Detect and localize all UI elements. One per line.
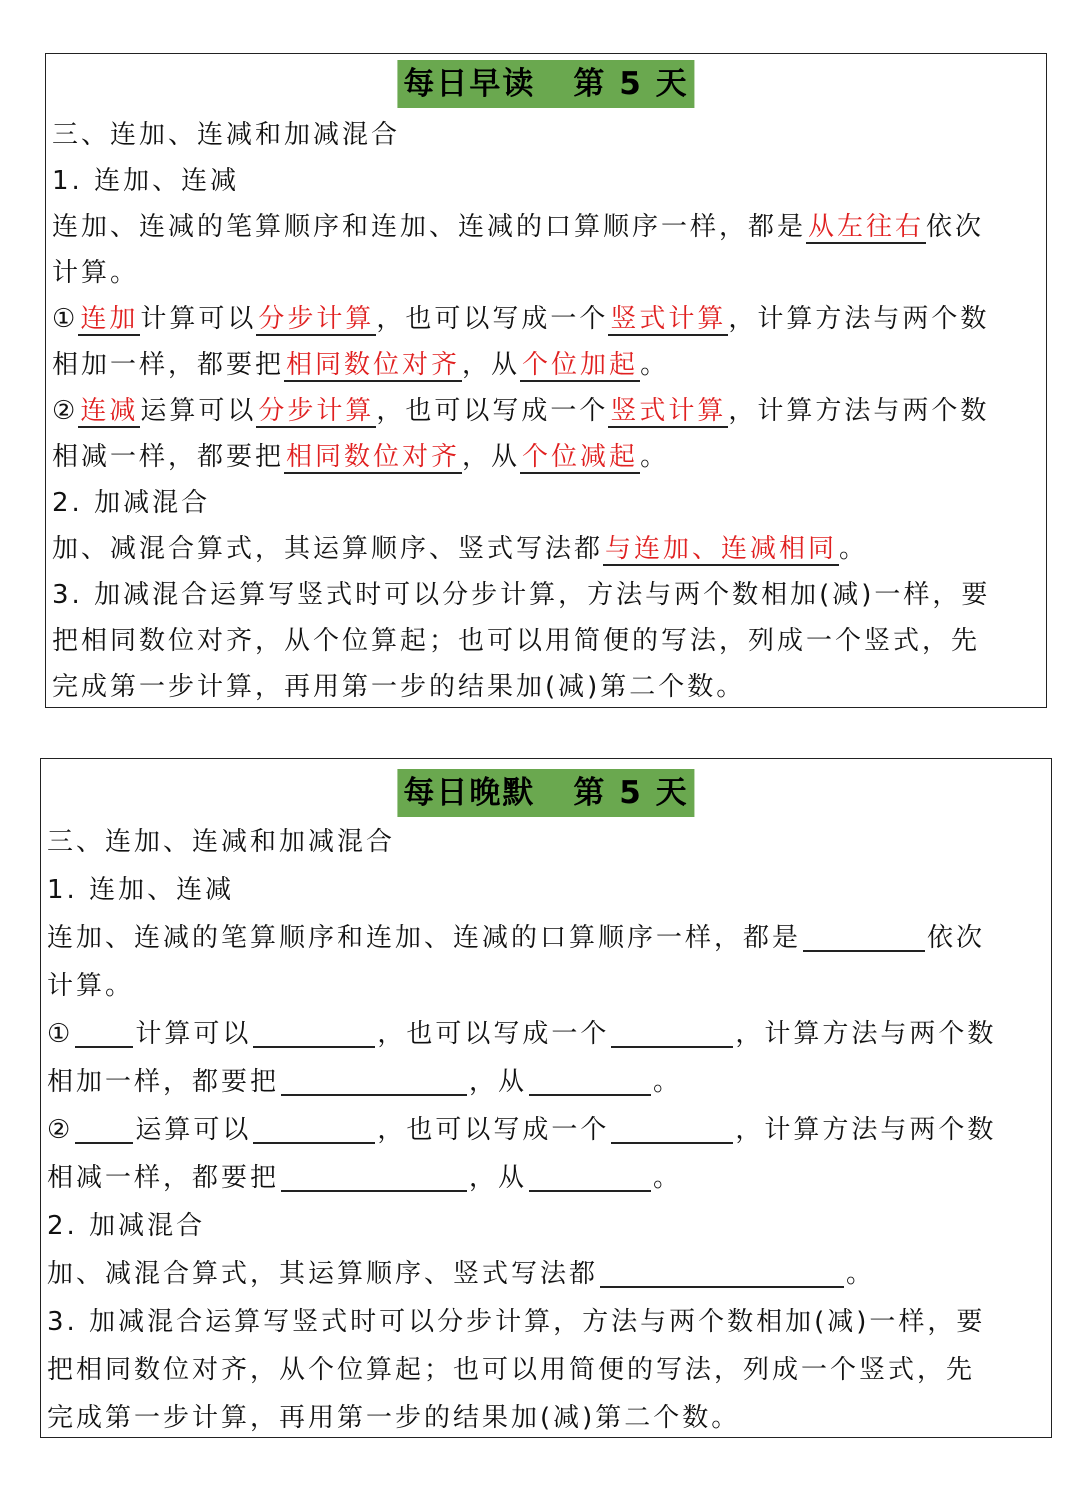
morning-paragraph-3-line1: 3. 加减混合运算写竖式时可以分步计算，方法与两个数相加(减)一样，要	[52, 580, 991, 610]
fill-blank[interactable]	[75, 1112, 133, 1144]
answer-text: 与连加、连减相同	[605, 534, 838, 564]
answer-text: 相同数位对齐	[286, 442, 461, 472]
morning-item-2-cont: 相减一样，都要把相同数位对齐，从个位减起。	[52, 442, 670, 472]
circled-number-2: ②	[47, 1115, 74, 1145]
evening-part1-heading: 1. 连加、连减	[47, 875, 235, 905]
answer-text: 分步计算	[258, 396, 375, 426]
morning-paragraph-3-line3: 完成第一步计算，再用第一步的结果加(减)第二个数。	[52, 672, 746, 702]
morning-item-1: ①连加计算可以分步计算，也可以写成一个竖式计算，计算方法与两个数	[52, 304, 990, 334]
fill-blank[interactable]	[600, 1256, 844, 1288]
answer-text: 竖式计算	[610, 396, 727, 426]
answer-text: 从左往右	[808, 212, 925, 242]
evening-paragraph-1-cont: 计算。	[47, 971, 135, 1001]
evening-title-left: 每日晚默	[403, 775, 536, 811]
answer-text: 竖式计算	[610, 304, 727, 334]
evening-paragraph-2: 加、减混合算式，其运算顺序、竖式写法都 。	[47, 1251, 1045, 1297]
evening-title-right: 第 5 天	[573, 775, 689, 811]
morning-item-1-cont: 相加一样，都要把相同数位对齐，从个位加起。	[52, 350, 670, 380]
answer-text: 个位减起	[522, 442, 639, 472]
fill-blank[interactable]	[529, 1064, 651, 1096]
morning-reading-card	[45, 53, 1047, 708]
circled-number-1: ①	[52, 304, 79, 334]
morning-paragraph-2: 加、减混合算式，其运算顺序、竖式写法都与连加、连减相同。	[52, 534, 869, 564]
morning-part2-heading: 2. 加减混合	[52, 488, 211, 518]
fill-blank[interactable]	[611, 1112, 733, 1144]
evening-item-1-cont: 相加一样，都要把 ，从 。	[47, 1059, 1045, 1105]
answer-text: 相同数位对齐	[286, 350, 461, 380]
morning-section-heading: 三、连加、连减和加减混合	[52, 120, 401, 150]
answer-text: 连加	[80, 304, 139, 334]
answer-text: 个位加起	[522, 350, 639, 380]
answer-text: 连减	[80, 396, 139, 426]
morning-item-2: ②连减运算可以分步计算，也可以写成一个竖式计算，计算方法与两个数	[52, 396, 990, 426]
evening-paragraph-3-line3: 完成第一步计算，再用第一步的结果加(减)第二个数。	[47, 1403, 741, 1433]
morning-title	[397, 60, 694, 108]
evening-part2-heading: 2. 加减混合	[47, 1211, 206, 1241]
evening-dictation-card	[40, 758, 1052, 1438]
evening-title	[397, 769, 694, 817]
morning-paragraph-3-line2: 把相同数位对齐，从个位算起；也可以用简便的写法，列成一个竖式，先	[52, 626, 981, 656]
evening-item-2: ② 运算可以 ，也可以写成一个 ，计算方法与两个数	[47, 1107, 1045, 1153]
evening-paragraph-1: 连加、连减的笔算顺序和连加、连减的口算顺序一样，都是 依次	[47, 915, 1045, 961]
fill-blank[interactable]	[611, 1016, 733, 1048]
evening-item-2-cont: 相减一样，都要把 ，从 。	[47, 1155, 1045, 1201]
morning-part1-heading: 1. 连加、连减	[52, 166, 240, 196]
fill-blank[interactable]	[253, 1016, 375, 1048]
morning-paragraph-1: 连加、连减的笔算顺序和连加、连减的口算顺序一样，都是从左往右依次	[52, 212, 985, 242]
morning-title-left: 每日早读	[403, 66, 536, 102]
fill-blank[interactable]	[281, 1064, 467, 1096]
circled-number-1: ①	[47, 1019, 74, 1049]
evening-section-heading: 三、连加、连减和加减混合	[47, 827, 396, 857]
fill-blank[interactable]	[803, 920, 925, 952]
circled-number-2: ②	[52, 396, 79, 426]
fill-blank[interactable]	[281, 1160, 467, 1192]
evening-item-1: ① 计算可以 ，也可以写成一个 ，计算方法与两个数	[47, 1011, 1045, 1057]
evening-paragraph-3-line1: 3. 加减混合运算写竖式时可以分步计算，方法与两个数相加(减)一样，要	[47, 1307, 986, 1337]
fill-blank[interactable]	[253, 1112, 375, 1144]
evening-paragraph-3-line2: 把相同数位对齐，从个位算起；也可以用简便的写法，列成一个竖式，先	[47, 1355, 976, 1385]
answer-text: 分步计算	[258, 304, 375, 334]
fill-blank[interactable]	[529, 1160, 651, 1192]
morning-title-right: 第 5 天	[573, 66, 689, 102]
fill-blank[interactable]	[75, 1016, 133, 1048]
morning-paragraph-1-cont: 计算。	[52, 258, 140, 288]
